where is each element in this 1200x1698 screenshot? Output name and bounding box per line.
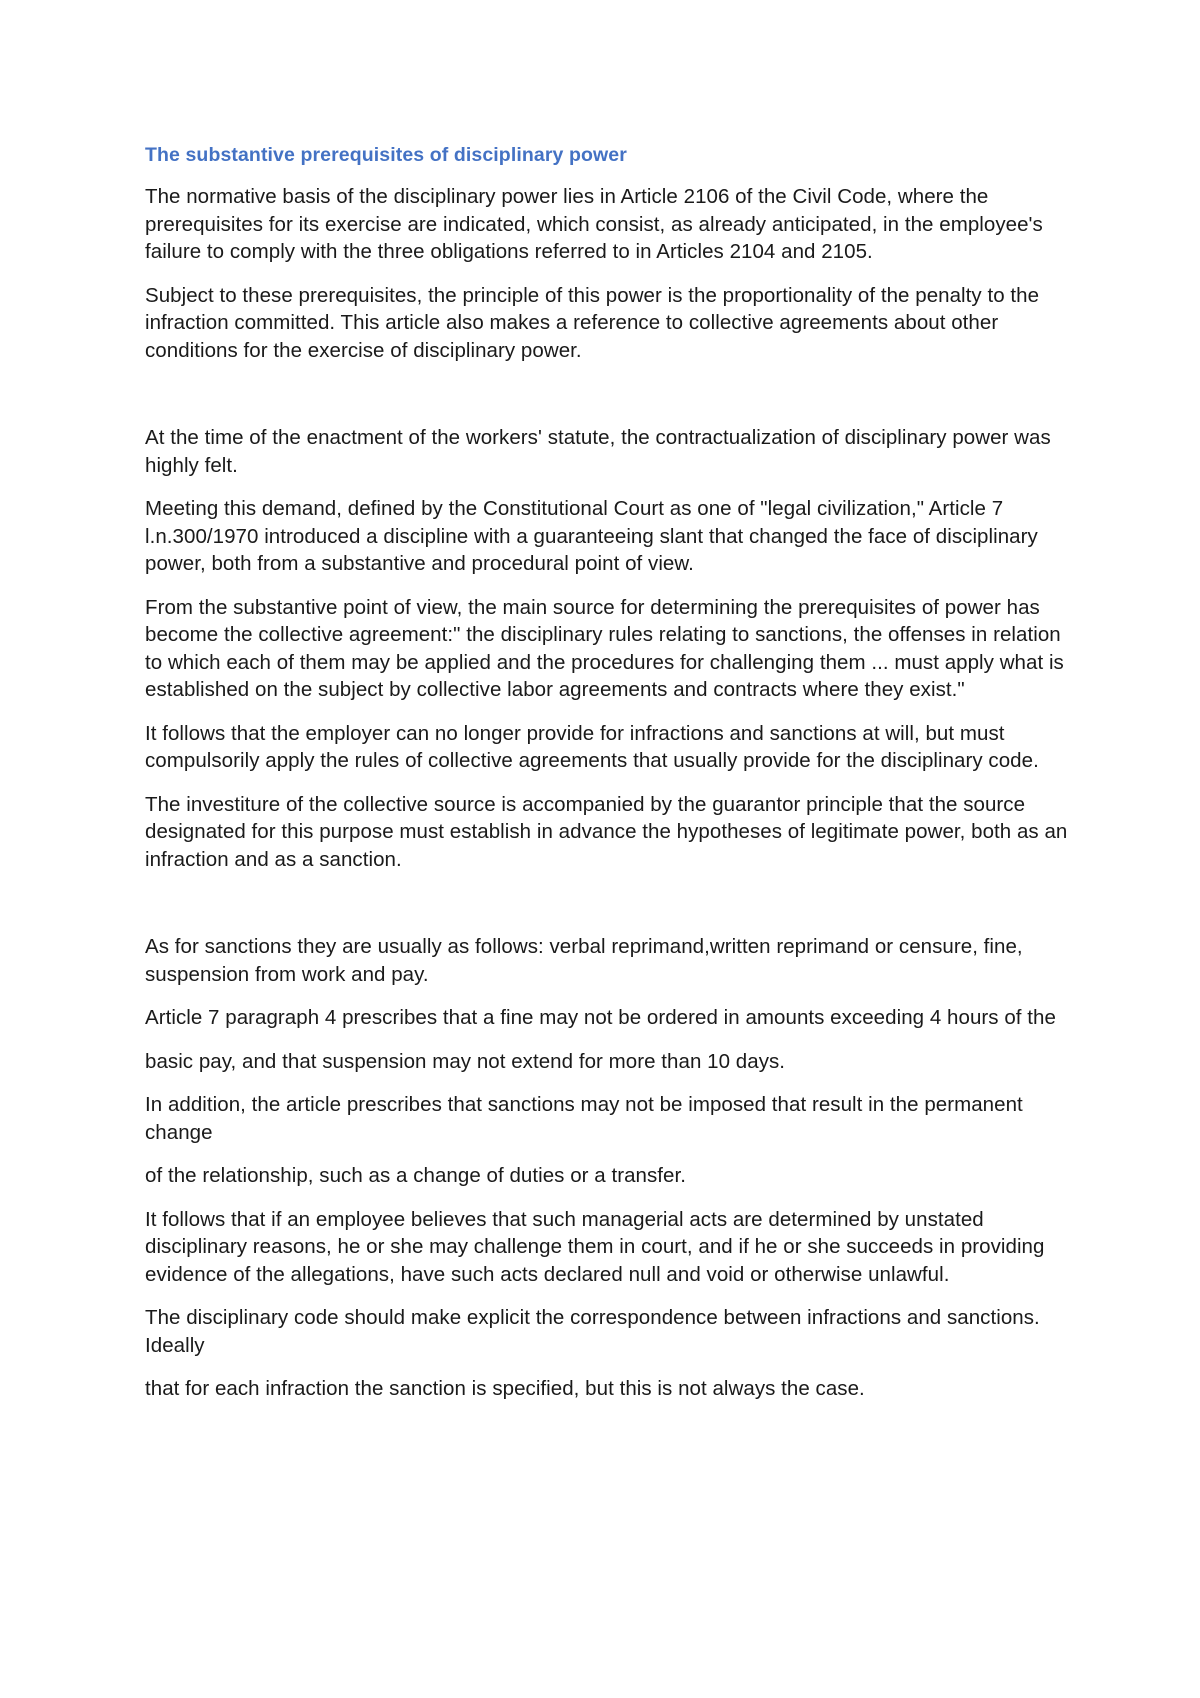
spacer — [145, 380, 1070, 424]
paragraph: The disciplinary code should make explicit the correspondence between infractions and sanctions. Ideally — [145, 1306, 1040, 1357]
section-heading: The substantive prerequisites of disciplinary power — [145, 144, 627, 166]
paragraph: that for each infraction the sanction is specified, but this is not always the case. — [145, 1377, 865, 1400]
paragraph: As for sanctions they are usually as follows: verbal reprimand,written reprimand or censure, fine, suspension from work and pay. — [145, 935, 1023, 986]
paragraph: In addition, the article prescribes that sanctions may not be imposed that result in the permanent change — [145, 1093, 1023, 1144]
spacer — [145, 889, 1070, 933]
paragraph: Subject to these prerequisites, the principle of this power is the proportionality of the penalty to the infraction committed. This article also makes a reference to collective agreements about other conditions for the exercise of disciplinary power. — [145, 283, 1040, 362]
paragraph: The normative basis of the disciplinary power lies in Article 2106 of the Civil Code, where the prerequisites for its exercise are indicated, which consist, as already anticipated, in the employee's failure to comply with the three obligations referred to in Articles 2104 and 2105. — [145, 185, 1043, 263]
paragraph: It follows that the employer can no longer provide for infractions and sanctions at will, but must compulsorily apply the rules of collective agreements that usually provide for the disciplinary code. — [145, 721, 1039, 772]
paragraph: It follows that if an employee believes that such managerial acts are determined by unstated disciplinary reasons, he or she may challenge them in court, and if he or she succeeds in providing evidence of the allegations, have such acts declared null and void or otherwise unlawful. — [145, 1207, 1045, 1286]
paragraph: of the relationship, such as a change of duties or a transfer. — [145, 1164, 686, 1187]
paragraph: Meeting this demand, defined by the Constitutional Court as one of "legal civilization," Article 7 l.n.300/1970 introduced a discipline with a guaranteeing slant that changed the face of disciplinary power, both from a substantive and procedural point of view. — [145, 497, 1038, 575]
paragraph: From the substantive point of view, the main source for determining the prerequisites of power has become the collective agreement:" the disciplinary rules relating to sanctions, the offenses in relation to which each of them may be applied and the procedures for challenging them ... must apply what is established on the subject by collective labor agreements and contracts where they exist." — [145, 595, 1064, 701]
paragraph: basic pay, and that suspension may not extend for more than 10 days. — [145, 1049, 786, 1073]
document-body — [145, 141, 1070, 1419]
paragraph: At the time of the enactment of the workers' statute, the contractualization of disciplinary power was highly felt. — [145, 426, 1051, 477]
paragraph: The investiture of the collective source is accompanied by the guarantor principle that the source designated for this purpose must establish in advance the hypotheses of legitimate power, both as an infraction and as a sanction. — [145, 792, 1068, 871]
paragraph: Article 7 paragraph 4 prescribes that a fine may not be ordered in amounts exceeding 4 hours of the — [145, 1006, 1056, 1029]
